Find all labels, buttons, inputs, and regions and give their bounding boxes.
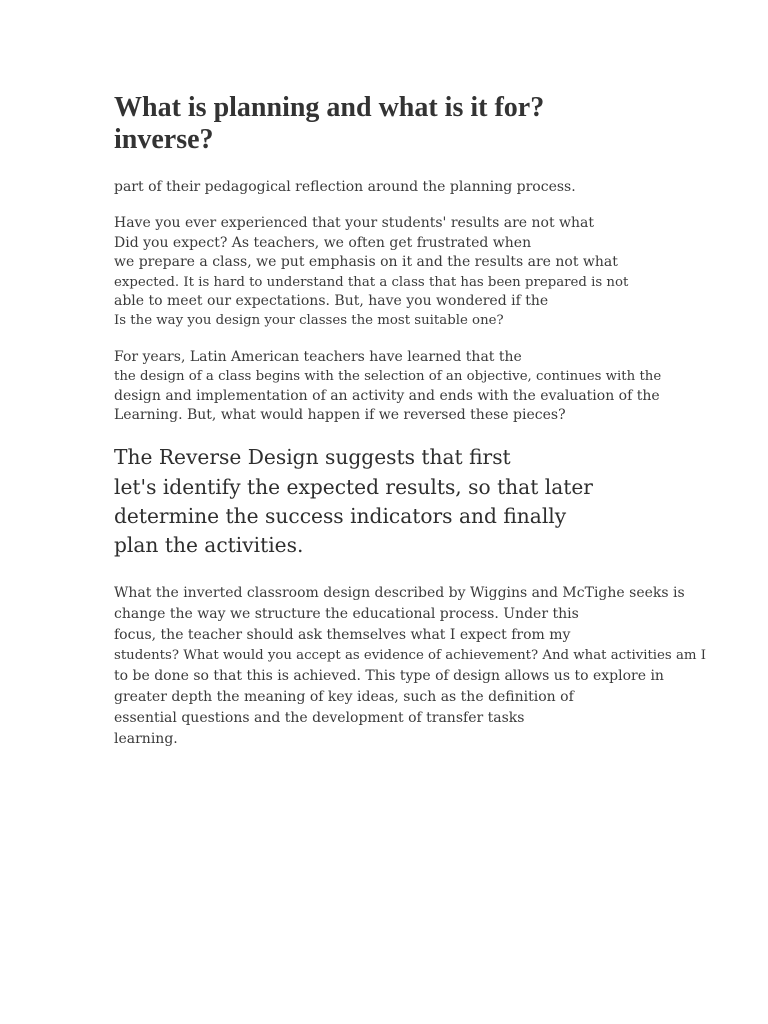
- pull-quote-line: let's identify the expected results, so that later: [114, 474, 593, 499]
- intro-paragraph: [114, 178, 714, 197]
- text-line: For years, Latin American teachers have learned that the: [114, 348, 522, 365]
- text-line: able to meet our expectations. But, have you wondered if the: [114, 293, 549, 310]
- text-line: we prepare a class, we put emphasis on it and the results are not what: [114, 254, 618, 271]
- text-line: to be done so that this is achieved. This type of design allows us to explore in: [114, 668, 664, 685]
- text-line: students? What would you accept as evidence of achievement? And what activities am I: [114, 647, 706, 663]
- title-line: inverse?: [114, 124, 214, 155]
- text-line: part of their pedagogical reflection around the planning process.: [114, 179, 576, 195]
- text-line: expected. It is hard to understand that a class that has been prepared is not: [114, 274, 629, 290]
- text-line: focus, the teacher should ask themselves what I expect from my: [114, 626, 571, 643]
- text-line: Is the way you design your classes the most suitable one?: [114, 313, 504, 329]
- text-line: Learning. But, what would happen if we reversed these pieces?: [114, 407, 566, 424]
- document-page: [114, 92, 714, 750]
- pull-quote: [114, 443, 714, 560]
- text-line: What the inverted classroom design described by Wiggins and McTighe seeks is: [114, 585, 685, 602]
- text-line: learning.: [114, 730, 178, 747]
- paragraph-traditional-design: [114, 348, 714, 426]
- text-line: change the way we structure the educational process. Under this: [114, 606, 579, 623]
- text-line: greater depth the meaning of key ideas, such as the definition of: [114, 689, 574, 706]
- text-line: essential questions and the development of transfer tasks: [114, 710, 525, 727]
- text-line: Have you ever experienced that your students' results are not what: [114, 215, 595, 232]
- pull-quote-line: The Reverse Design suggests that first: [114, 445, 511, 470]
- text-line: the design of a class begins with the selection of an objective, continues with the: [114, 369, 662, 385]
- pull-quote-line: determine the success indicators and finally: [114, 503, 567, 528]
- pull-quote-line: plan the activities.: [114, 533, 304, 558]
- title-line: What is planning and what is it for?: [114, 92, 545, 123]
- text-line: design and implementation of an activity and ends with the evaluation of the: [114, 387, 660, 404]
- paragraph-inverted-design: [114, 583, 714, 749]
- paragraph-expectations: [114, 214, 714, 330]
- text-line: Did you expect? As teachers, we often get frustrated when: [114, 234, 532, 251]
- document-title: [114, 92, 714, 156]
